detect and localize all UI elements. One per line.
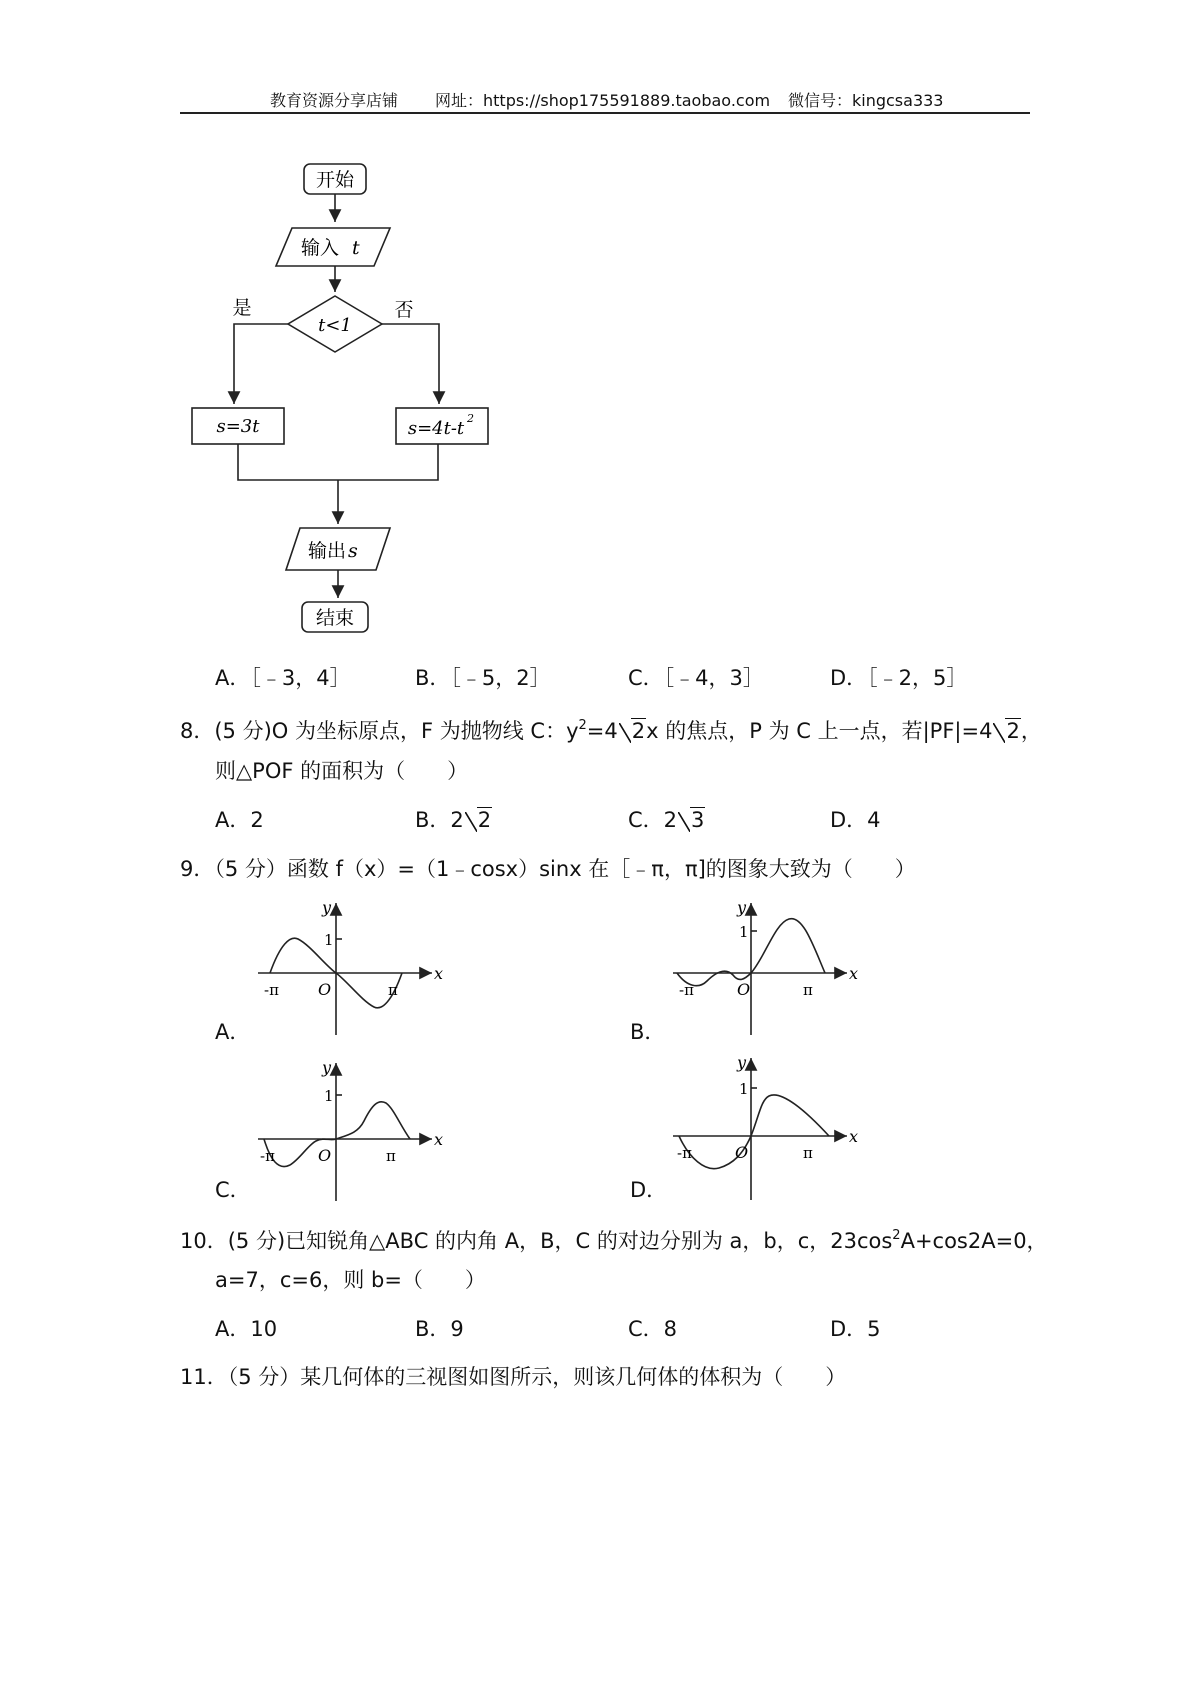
q7-option-a: A．［﹣3，4］: [215, 666, 351, 690]
q8-option-a: A．2: [215, 808, 264, 832]
q9-graph-a-x: x: [434, 964, 444, 983]
q8-rad1: 2: [631, 719, 646, 743]
flow-input-label: 输入: [300, 237, 340, 259]
flowchart: [180, 150, 500, 650]
q8-line2: 则△POF 的面积为（ ）: [215, 759, 469, 783]
flow-output-label: 输出: [307, 540, 347, 562]
q10-option-b: B．9: [415, 1317, 464, 1341]
q9-graph-d-o: O: [735, 1143, 749, 1162]
q9-graph-a-o: O: [318, 980, 332, 999]
q9-graph-b-o: O: [737, 980, 751, 999]
q9-graph-b-x: x: [849, 964, 859, 983]
q9-graph-b-one: 1: [739, 923, 749, 941]
q9-graph-c-negpi: -π: [260, 1147, 275, 1165]
q8-sqrt2: [993, 717, 1020, 745]
q7-option-c: C．［﹣4，3］: [628, 666, 764, 690]
flow-yes-label: 是: [232, 297, 252, 319]
q8-option-b-rad: 2: [477, 808, 492, 832]
q9-label-c: C．: [215, 1178, 251, 1202]
q9-graph-c-o: O: [318, 1146, 332, 1165]
flow-start-label: 开始: [315, 169, 355, 191]
q8-prefix: 8．(5 分)O 为坐标原点，F 为抛物线 C：y: [180, 719, 579, 743]
q8-sup: 2: [578, 718, 587, 733]
page-header: [180, 86, 1030, 114]
flow-cond-label: t<1: [318, 315, 352, 336]
q8-option-c: [628, 806, 705, 834]
q8-option-b: [415, 806, 492, 834]
q8-sqrt1: [619, 717, 646, 745]
q9-graph-b: [665, 895, 865, 1045]
q8-mid2: x 的焦点，P 为 C 上一点，若: [646, 719, 923, 743]
q9-graph-a: [250, 895, 450, 1045]
q8-end: ，: [1020, 719, 1042, 743]
q9-stem: 9．（5 分）函数 f（x）=（1﹣cosx）sinx 在［﹣π，π]的图象大致为（ ）: [180, 857, 916, 881]
q8-option-c-pre: C．2: [628, 808, 678, 832]
q10-line1-sup: 2: [892, 1228, 901, 1243]
q9-graph-c: [250, 1055, 450, 1205]
q8-pf: |PF|: [922, 719, 962, 743]
q8-rad2: 2: [1006, 719, 1020, 743]
flow-left-label: s=3t: [216, 416, 260, 437]
header-site: 网址：https://shop175591889.taobao.com: [435, 91, 771, 110]
q8-mid1: =4: [586, 719, 618, 743]
q9-graph-b-y: y: [737, 898, 747, 917]
q9-label-d: D．: [630, 1178, 668, 1202]
q9-graph-d-one: 1: [739, 1080, 749, 1098]
q9-graph-a-one: 1: [324, 931, 334, 949]
q9-graph-b-pi: π: [803, 981, 813, 999]
q9-graph-d: [665, 1050, 865, 1205]
q9-graph-c-pi: π: [386, 1147, 396, 1165]
flow-right-label: s=4t-t: [407, 418, 465, 439]
q8-option-b-pre: B．2: [415, 808, 464, 832]
q9-graph-c-x: x: [434, 1130, 444, 1149]
q9-graph-d-y: y: [737, 1053, 747, 1072]
flow-input-var: t: [352, 237, 360, 259]
q8-option-b-sqrt: [465, 806, 492, 834]
header-wechat: 微信号：kingcsa333: [788, 91, 944, 110]
q9-graph-a-negpi: -π: [264, 981, 279, 999]
q10-line1-pre: 10．(5 分)已知锐角△ABC 的内角 A，B，C 的对边分别为 a，b，c，23cos: [180, 1229, 893, 1253]
q10-line1-post: A+cos2A=0，: [900, 1229, 1048, 1253]
q7-option-d: D．［﹣2，5］: [830, 666, 968, 690]
q8-stem: [180, 712, 1042, 745]
flow-right-sup: 2: [467, 412, 474, 425]
q9-graph-b-negpi: -π: [679, 981, 694, 999]
q9-graph-d-x: x: [849, 1127, 859, 1146]
q9-graph-d-negpi: -π: [677, 1144, 692, 1162]
q10-option-a: A．10: [215, 1317, 278, 1341]
header-shop: 教育资源分享店铺: [270, 91, 399, 110]
q9-label-a: A．: [215, 1020, 251, 1044]
q9-graph-a-y: y: [322, 898, 332, 917]
q10-line2: a=7，c=6，则 b=（ ）: [215, 1268, 486, 1292]
q11-stem: 11．（5 分）某几何体的三视图如图所示，则该几何体的体积为（ ）: [180, 1365, 847, 1389]
q9-graph-a-pi: π: [388, 981, 398, 999]
flow-output-var: s: [348, 540, 358, 562]
q10-stem: [180, 1222, 1048, 1255]
q8-mid3: =4: [961, 719, 993, 743]
q8-option-c-rad: 3: [691, 808, 705, 832]
flow-end-label: 结束: [315, 607, 355, 629]
q8-option-c-sqrt: [678, 806, 705, 834]
q9-label-b: B．: [630, 1020, 666, 1044]
q9-graph-c-one: 1: [324, 1087, 334, 1105]
q7-option-b: B．［﹣5，2］: [415, 666, 551, 690]
flow-no-label: 否: [394, 299, 414, 321]
q8-option-d: D．4: [830, 808, 881, 832]
q10-option-d: D．5: [830, 1317, 881, 1341]
q10-option-c: C．8: [628, 1317, 678, 1341]
q9-graph-c-y: y: [322, 1058, 332, 1077]
q9-graph-d-pi: π: [803, 1144, 813, 1162]
